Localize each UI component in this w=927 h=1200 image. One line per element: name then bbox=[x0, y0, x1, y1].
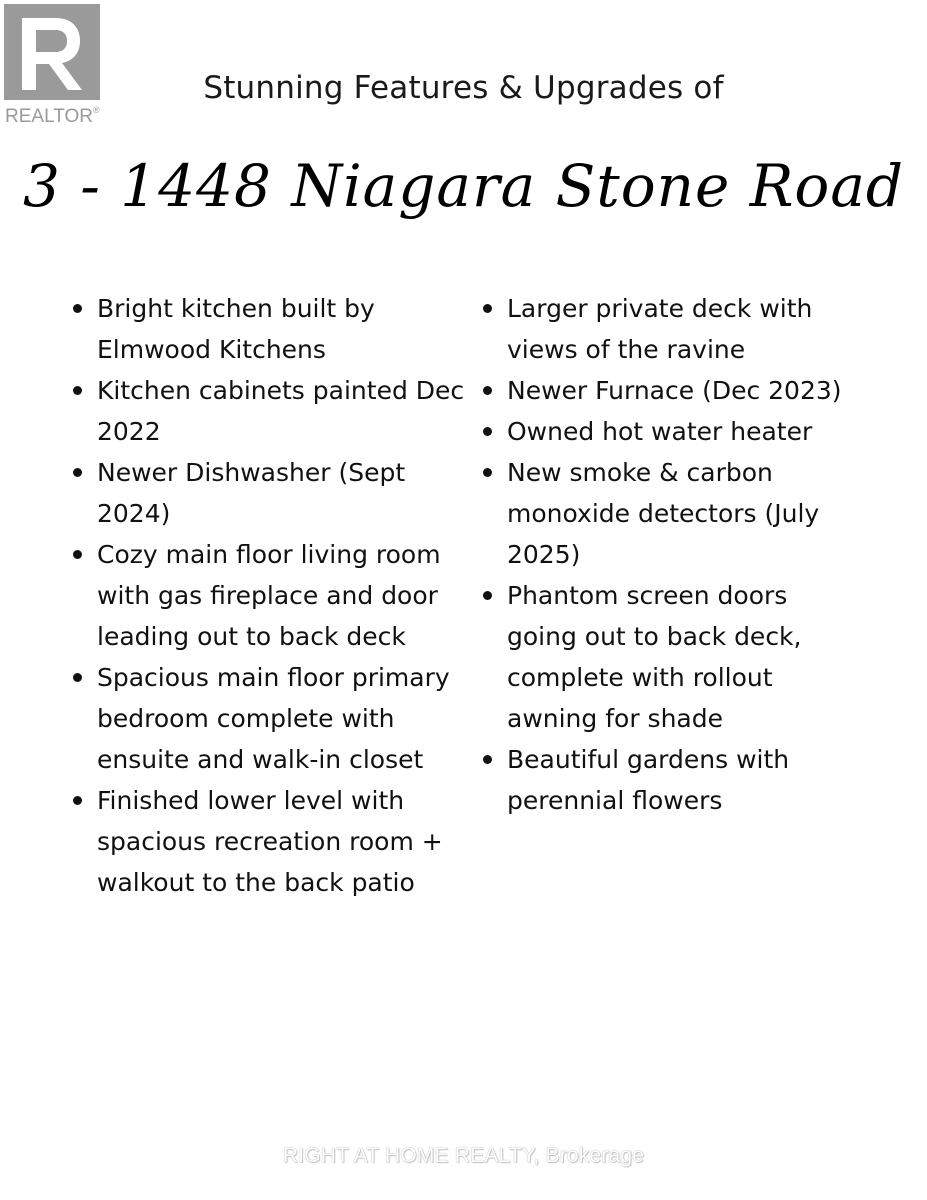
list-item: Bright kitchen built by Elmwood Kitchens bbox=[97, 288, 472, 370]
page-subtitle: Stunning Features & Upgrades of bbox=[203, 70, 724, 106]
brokerage-watermark: RIGHT AT HOME REALTY, Brokerage bbox=[282, 1144, 645, 1167]
list-item: Newer Furnace (Dec 2023) bbox=[507, 370, 857, 411]
list-item: Finished lower level with spacious recreation room + walkout to the back patio bbox=[97, 780, 472, 903]
list-item: Kitchen cabinets painted Dec 2022 bbox=[97, 370, 472, 452]
realtor-wordmark bbox=[5, 105, 100, 128]
features-list-right bbox=[507, 288, 857, 821]
list-item: Spacious main floor primary bedroom complete with ensuite and walk-in closet bbox=[97, 657, 472, 780]
features-list-left bbox=[97, 288, 472, 903]
list-item: Newer Dishwasher (Sept 2024) bbox=[97, 452, 472, 534]
list-item: Owned hot water heater bbox=[507, 411, 857, 452]
page-title: 3 - 1448 Niagara Stone Road bbox=[22, 152, 905, 220]
list-item: Phantom screen doors going out to back deck, complete with rollout awning for shade bbox=[507, 575, 857, 739]
realtor-logo bbox=[4, 4, 108, 128]
list-item: New smoke & carbon monoxide detectors (July 2025) bbox=[507, 452, 857, 575]
realtor-brand: REALTOR bbox=[5, 106, 93, 127]
list-item: Larger private deck with views of the ravine bbox=[507, 288, 857, 370]
list-item: Beautiful gardens with perennial flowers bbox=[507, 739, 857, 821]
realtor-registered-mark: ® bbox=[93, 105, 100, 115]
list-item: Cozy main floor living room with gas fireplace and door leading out to back deck bbox=[97, 534, 472, 657]
